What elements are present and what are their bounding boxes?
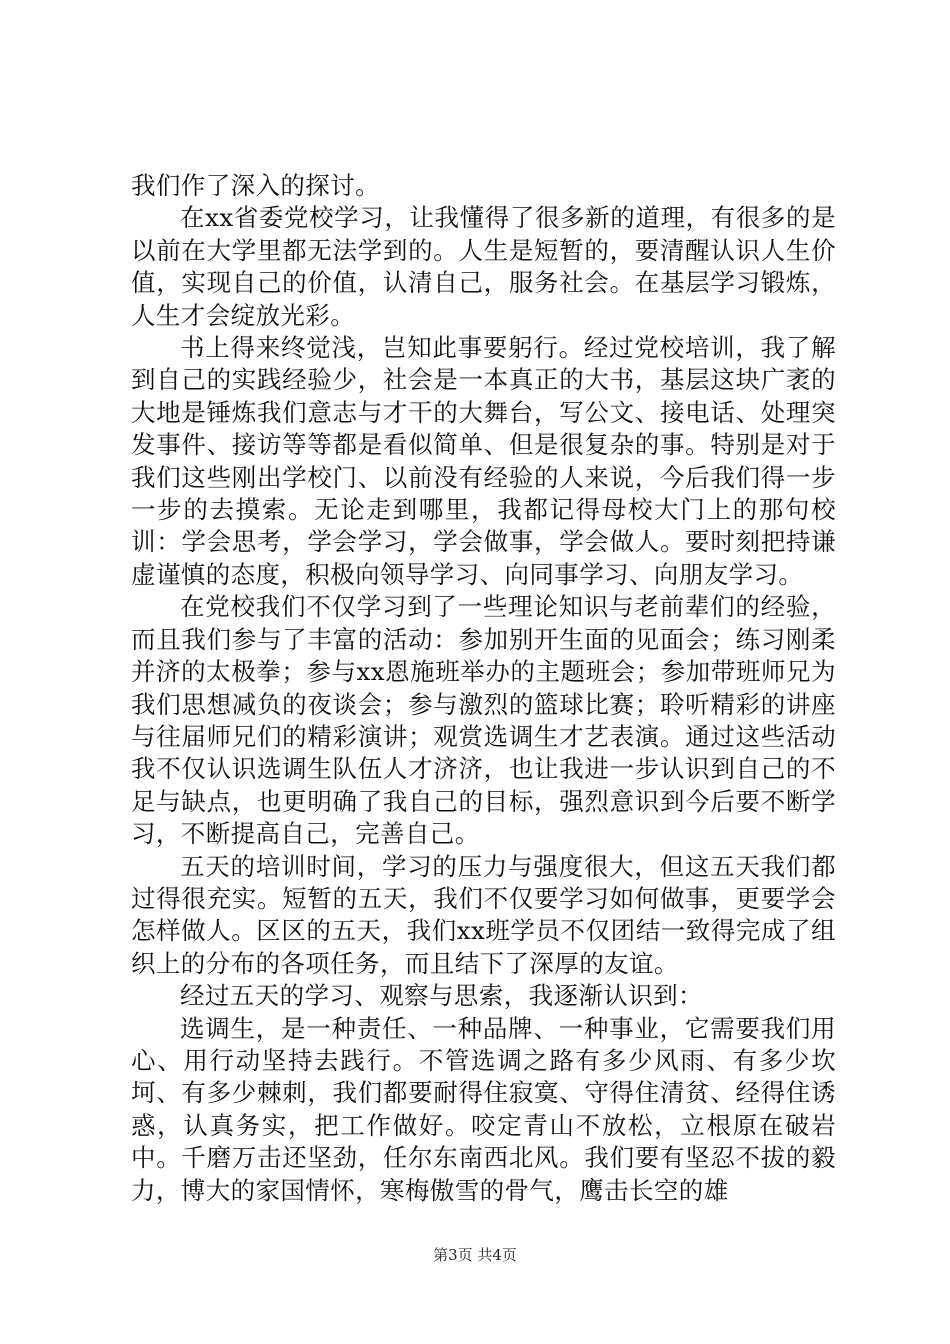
paragraph-4: 在党校我们不仅学习到了一些理论知识与老前辈们的经验，而且我们参与了丰富的活动：参加别开生面的见面会；练习刚柔并济的太极拳；参与xx恩施班举办的主题班会；参加带班师兄为我们思想减负的夜谈会；参与激烈的篮球比赛；聆听精彩的讲座与往届师兄们的精彩演讲；观赏选调生才艺表演。通过这些活动我不仅认识选调生队伍人才济济，也让我进一步认识到自己的不足与缺点，也更明确了我自己的目标，强烈意识到今后要不断学习，不断提高自己，完善自己。 bbox=[131, 592, 836, 849]
paragraph-7: 选调生，是一种责任、一种品牌、一种事业，它需要我们用心、用行动坚持去践行。不管选调之路有多少风雨、有多少坎坷、有多少棘刺，我们都要耐得住寂寞、守得住清贫、经得住诱惑，认真务实，把工作做好。咬定青山不放松，立根原在破岩中。千磨万击还坚劲，任尔东南西北风。我们要有坚忍不拔的毅力，博大的家国情怀，寒梅傲雪的骨气，鹰击长空的雄 bbox=[131, 1013, 836, 1205]
paragraph-5: 五天的培训时间，学习的压力与强度很大，但这五天我们都过得很充实。短暂的五天，我们不仅要学习如何做事，更要学会怎样做人。区区的五天，我们xx班学员不仅团结一致得完成了组织上的分布的各项任务，而且结下了深厚的友谊。 bbox=[131, 851, 836, 978]
paragraph-3: 书上得来终觉浅，岂知此事要躬行。经过党校培训，我了解到自己的实践经验少，社会是一本真正的大书，基层这块广袤的大地是锤炼我们意志与才干的大舞台，写公文、接电话、处理突发事件、接访等等都是看似简单、但是很复杂的事。特别是对于我们这些刚出学校门、以前没有经验的人来说，今后我们得一步一步的去摸索。无论走到哪里，我都记得母校大门上的那句校训：学会思考，学会学习，学会做事，学会做人。要时刻把持谦虚谨慎的态度，积极向领导学习、向同事学习、向朋友学习。 bbox=[131, 333, 836, 589]
paragraph-2: 在xx省委党校学习，让我懂得了很多新的道理，有很多的是以前在大学里都无法学到的。人生是短暂的，要清醒认识人生价值，实现自己的价值，认清自己，服务社会。在基层学习锻炼，人生才会绽放光彩。 bbox=[131, 203, 836, 330]
page-number-footer: 第3页 共4页 bbox=[433, 1246, 517, 1264]
paragraph-6: 经过五天的学习、观察与思索，我逐渐认识到： bbox=[180, 981, 703, 1011]
document-body bbox=[131, 170, 836, 1207]
paragraph-1: 我们作了深入的探讨。 bbox=[131, 171, 380, 200]
